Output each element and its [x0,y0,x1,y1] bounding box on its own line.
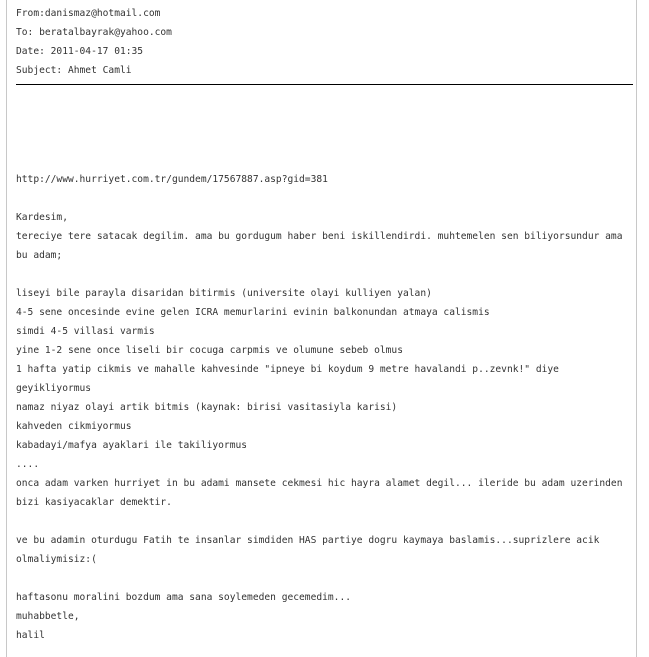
list-item: kahveden cikmiyormus [16,421,132,432]
email-frame [6,0,637,657]
list-item: 1 hafta yatip cikmis ve mahalle kahvesinde "ipneye bi koydum 9 metre havalandi p..zevnk!" diye geyikliyormus [16,364,565,394]
blank-line [16,569,626,588]
subject-line: Subject: Ahmet Camli [16,65,132,76]
ellipsis-line: .... [16,459,40,470]
email-content [16,4,629,645]
sign-off: muhabbetle, [16,611,80,622]
signature: halil [16,630,45,641]
list-item: yine 1-2 sene once liseli bir cocuga carpmis ve olumune sebeb olmus [16,345,403,356]
closing-line: haftasonu moralini bozdum ama sana soylemeden gecemedim... [16,592,352,603]
date-line: Date: 2011-04-17 01:35 [16,46,144,57]
list-item: kabadayi/mafya ayaklari ile takiliyormus [16,440,248,451]
to-line: To: beratalbayrak@yahoo.com [16,27,172,38]
article-link: http://www.hurriyet.com.tr/gundem/17567887.asp?gid=381 [16,174,328,185]
from-line: From:danismaz@hotmail.com [16,8,161,19]
blank-line [16,265,626,284]
blank-line [16,512,626,531]
list-item: namaz niyaz olayi artik bitmis (kaynak: birisi vasitasiyla karisi) [16,402,398,413]
paragraph-fatih: ve bu adamin oturdugu Fatih te insanlar simdiden HAS partiye dogru kaymaya baslamis...suprizlere acik olmaliymisiz:( [16,535,606,565]
paragraph-warning: onca adam varken hurriyet in bu adami mansete cekmesi hic hayra alamet degil... ileride bu adam uzerinden bizi kasiyacaklar demektir. [16,478,629,508]
blank-space [16,85,626,170]
blank-line [16,189,626,208]
list-item: liseyi bile parayla disaridan bitirmis (universite olayi kulliyen yalan) [16,288,432,299]
list-item: simdi 4-5 villasi varmis [16,326,155,337]
list-item: 4-5 sene oncesinde evine gelen ICRA memurlarini evinin balkonundan atmaya calismis [16,307,490,318]
greeting: Kardesim, [16,212,68,223]
paragraph-intro: tereciye tere satacak degilim. ama bu gordugum haber beni iskillendirdi. muhtemelen sen biliyorsundur ama bu adam; [16,231,629,261]
